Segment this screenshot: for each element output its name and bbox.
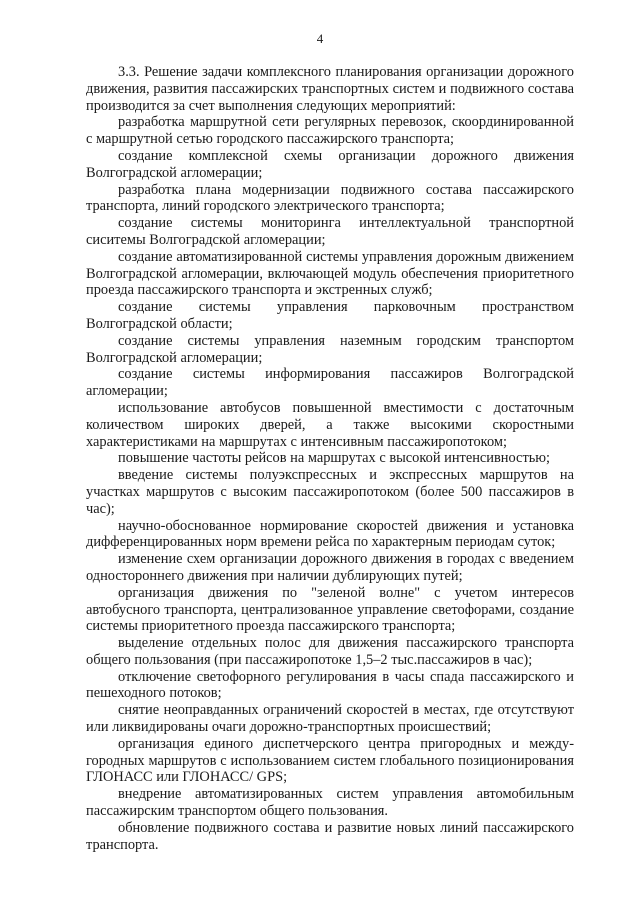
paragraph-intro: 3.3. Решение задачи комплексного планирования организации дорожного движения, развития пассажирских транспортных систем и подвижного состава производится за счет выполнения следующих мероприятий: <box>86 64 574 114</box>
list-item: научно-обоснованное нормирование скоростей движения и установка дифференцированных норм времени рейса по характерным периодам суток; <box>86 517 574 551</box>
list-item: отключение светофорного регулирования в часы спада пассажирского и пешеходного потоков; <box>86 668 574 702</box>
list-item: создание системы мониторинга интеллектуальной транспортной сиситемы Волгоградской агломерации; <box>86 215 574 248</box>
list-item: создание системы управления парковочным пространством Волгоградской области; <box>86 299 574 332</box>
page-number: 4 <box>316 31 324 46</box>
list-item: разработка плана модернизации подвижного состава пассажирского транспорта, линий городского электрического транспорта; <box>86 181 574 215</box>
list-item: снятие неоправданных ограничений скоростей в местах, где отсутствуют или ликвидированы очаги дорожно-транспортных происшествий; <box>86 702 574 736</box>
list-item: разработка маршрутной сети регулярных перевозок, скоординированной с маршрутной сетью городского пассажирского транспорта; <box>86 114 574 148</box>
list-item: использование автобусов повышенной вместимости с достаточным количеством широких дверей, а также высокими скоростными характеристиками на маршрутах с интенсивным пассажиропотоком; <box>86 399 574 450</box>
list-item: обновление подвижного состава и развитие новых линий пассажирского транспорта. <box>86 819 574 853</box>
list-item: изменение схем организации дорожного движения в городах с введением одностороннего движения при наличии дублирующих путей; <box>86 551 574 584</box>
list-item: создание системы управления наземным городским транспортом Волгоградской агломерации; <box>86 332 574 366</box>
list-item: организация единого диспетчерского центра пригородных и междугородных маршрутов с использованием систем глобального позиционирования ГЛОНАСС или ГЛОНАСС/ GPS; <box>86 735 574 786</box>
list-item: организация движения по "зеленой волне" с учетом интересов автобусного транспорта, централизованное управление светофорами, создание системы приоритетного проезда пассажирского транспорта; <box>86 584 574 635</box>
list-item: создание автоматизированной системы управления дорожным движением Волгоградской агломерации, включающей модуль обеспечения приоритетного проезда пассажирского транспорта и экстренных служб; <box>86 248 574 299</box>
list-item: выделение отдельных полос для движения пассажирского транспорта общего пользования (при пассажиропотоке 1,5–2 тыс.пассажиров в час); <box>86 635 574 668</box>
list-item: создание комплексной схемы организации дорожного движения Волгоградской агломерации; <box>86 147 574 181</box>
document-body <box>86 64 574 853</box>
list-item: введение системы полуэкспрессных и экспрессных маршрутов на участках маршрутов с высоким пассажиропотоком (более 500 пассажиров в час); <box>86 467 574 517</box>
list-item: повышение частоты рейсов на маршрутах с высокой интенсивностью; <box>118 450 551 467</box>
list-item: внедрение автоматизированных систем управления автомобильным пассажирским транспортом общего пользования. <box>86 786 574 820</box>
list-item: создание системы информирования пассажиров Волгоградской агломерации; <box>86 366 574 400</box>
